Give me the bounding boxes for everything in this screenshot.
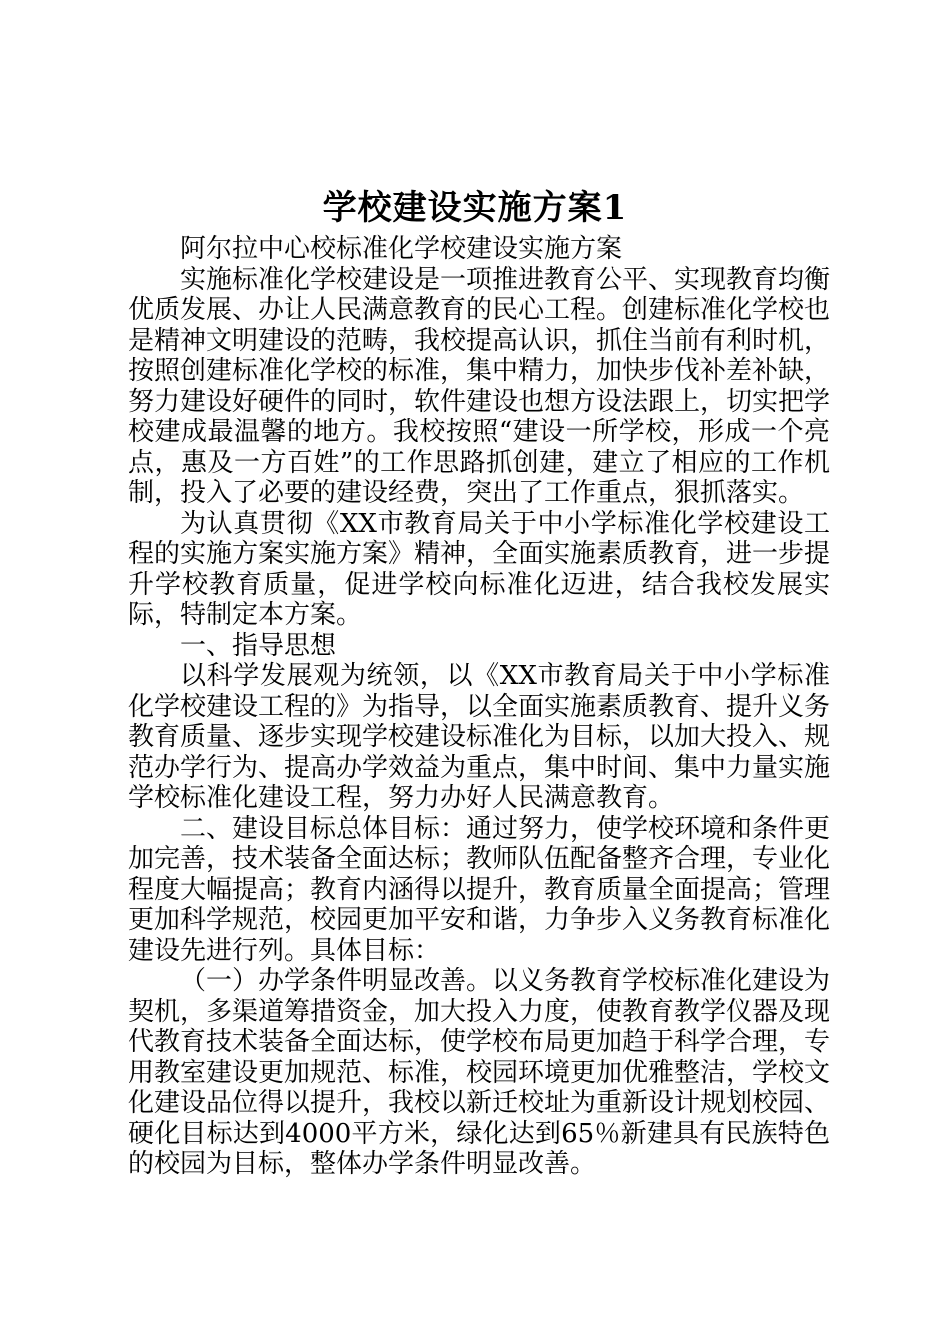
section-heading-guiding-thought: 一、指导思想 — [180, 630, 337, 661]
paragraph-purpose: 为认真贯彻《XX市教育局关于中小学标准化学校建设工程的实施方案实施方案》精神，全面实施素质教育，进一步提升学校教育质量，促进学校向标准化迈进，结合我校发展实际，特制定本方案。 — [128, 508, 831, 630]
paragraph-subtitle: 阿尔拉中心校标准化学校建设实施方案 — [180, 234, 623, 264]
document-title: 学校建设实施方案1 — [322, 188, 628, 228]
paragraph-construction-goals: 二、建设目标总体目标：通过努力，使学校环境和条件更加完善，技术装备全面达标；教师队伍配备整齐合理，专业化程度大幅提高；教育内涵得以提升，教育质量全面提高；管理更加科学规范，校园更加平安和谐，力争步入义务教育标准化建设先进行列。具体目标： — [128, 813, 831, 966]
paragraph-guiding-thought: 以科学发展观为统领，以《XX市教育局关于中小学标准化学校建设工程的》为指导，以全面实施素质教育、提升义务教育质量、逐步实现学校建设标准化为目标，以加大投入、规范办学行为、提高办学效益为重点，集中时间、集中力量实施学校标准化建设工程，努力办好人民满意教育。 — [128, 661, 831, 813]
document-body — [128, 234, 830, 1180]
paragraph-intro: 实施标准化学校建设是一项推进教育公平、实现教育均衡优质发展、办让人民满意教育的民心工程。创建标准化学校也是精神文明建设的范畴，我校提高认识，抓住当前有利时机，按照创建标准化学校的标准，集中精力，加快步伐补差补缺，努力建设好硬件的同时，软件建设也想方设法跟上，切实把学校建成最温馨的地方。我校按照“建设一所学校，形成一个亮点，惠及一方百姓”的工作思路抓创建，建立了相应的工作机制，投入了必要的建设经费，突出了工作重点，狠抓落实。 — [128, 264, 831, 508]
paragraph-school-conditions: （一）办学条件明显改善。以义务教育学校标准化建设为契机，多渠道筹措资金，加大投入力度，使教育教学仪器及现代教育技术装备全面达标，使学校布局更加趋于科学合理，专用教室建设更加规范、标准，校园环境更加优雅整洁，学校文化建设品位得以提升，我校以新迁校址为重新设计规划校园、硬化目标达到4000平方米，绿化达到65％新建具有民族特色的校园为目标，整体办学条件明显改善。 — [128, 966, 831, 1179]
